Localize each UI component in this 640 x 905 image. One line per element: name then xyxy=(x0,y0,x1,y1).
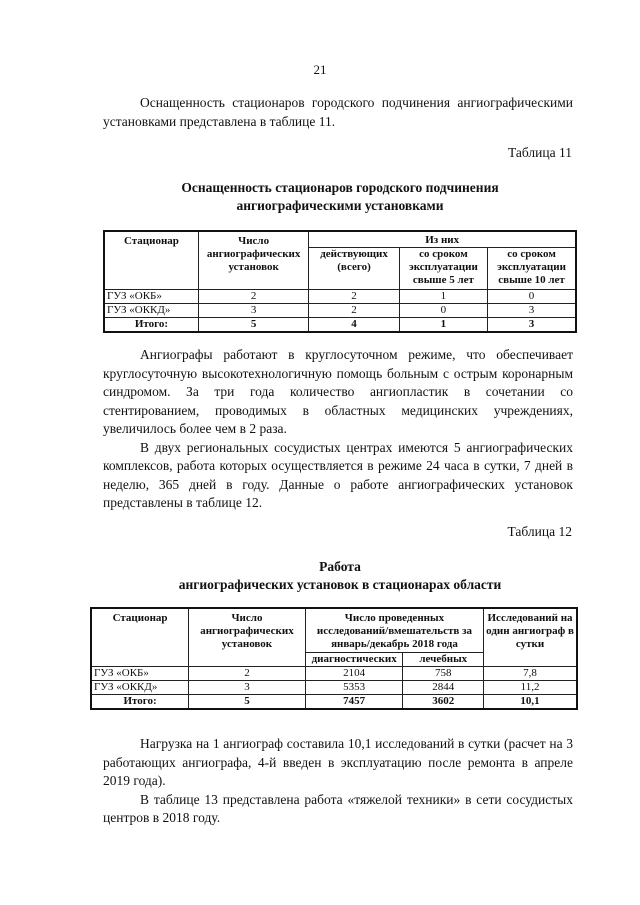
table12-title-line1: Работа xyxy=(319,559,361,574)
intro-text: Оснащенность стационаров городского подчинения ангиографическими установками представлена в таблице 11. xyxy=(103,95,573,129)
t11-row2-over5: 0 xyxy=(399,304,487,318)
t11-total-active: 4 xyxy=(309,318,399,333)
t12-total-station: Итого: xyxy=(91,695,189,710)
body-paragraphs xyxy=(103,346,573,513)
t11-header-of-them: Из них xyxy=(309,231,576,248)
t12-header-diagnostic: диагностических xyxy=(305,653,403,667)
t12-row2-per-unit: 11,2 xyxy=(484,681,577,695)
paragraph-regional-centers: В двух региональных сосудистых центрах имеются 5 ангиографических комплексов, работа которых осуществляется в режиме 24 часа в сутки, 7 дней в неделю, 365 дней в году. Данные о работе ангиографических установок представлены в таблице 12. xyxy=(103,439,573,510)
t11-row2-active: 2 xyxy=(309,304,399,318)
table12-label: Таблица 12 xyxy=(507,524,572,539)
t11-total-count: 5 xyxy=(198,318,308,333)
table-row xyxy=(91,681,577,695)
t12-total-count: 5 xyxy=(189,695,306,710)
table12 xyxy=(90,607,578,710)
t11-row2-count: 3 xyxy=(198,304,308,318)
t12-row1-station: ГУЗ «ОКБ» xyxy=(91,667,189,681)
table11-title-line1: Оснащенность стационаров городского подчинения xyxy=(181,180,499,195)
table12-title xyxy=(90,558,590,594)
t12-row1-diagnostic: 2104 xyxy=(305,667,403,681)
t11-total-over5: 1 xyxy=(399,318,487,333)
t11-row1-over10: 0 xyxy=(488,290,576,304)
page-number: 21 xyxy=(313,62,327,77)
closing-paragraphs xyxy=(103,735,573,828)
t11-row1-count: 2 xyxy=(198,290,308,304)
table-total-row xyxy=(91,695,577,710)
table-total-row xyxy=(104,318,576,333)
t11-header-count: Число ангиографических установок xyxy=(198,231,308,290)
t11-header-over5: со сроком эксплуатации свыше 5 лет xyxy=(399,248,487,290)
t12-row1-per-unit: 7,8 xyxy=(484,667,577,681)
t12-header-station: Стационар xyxy=(91,608,189,667)
t11-header-station: Стационар xyxy=(104,231,198,290)
t12-row2-count: 3 xyxy=(189,681,306,695)
t12-row2-treatment: 2844 xyxy=(403,681,484,695)
t11-header-active: действующих (всего) xyxy=(309,248,399,290)
t12-header-treatment: лечебных xyxy=(403,653,484,667)
table11 xyxy=(103,230,577,333)
t12-row2-diagnostic: 5353 xyxy=(305,681,403,695)
paragraph-load: Нагрузка на 1 ангиограф составила 10,1 исследований в сутки (расчет на 3 работающих ангиографа, 4-й введен в эксплуатацию после ремонта в апреле 2019 года). xyxy=(103,736,573,788)
t11-row1-over5: 1 xyxy=(399,290,487,304)
table12-title-line2: ангиографических установок в стационарах области xyxy=(178,577,502,592)
t12-row1-count: 2 xyxy=(189,667,306,681)
table11-title-line2: ангиографическими установками xyxy=(236,198,444,213)
t11-row2-station: ГУЗ «ОККД» xyxy=(104,304,198,318)
t12-total-treatment: 3602 xyxy=(403,695,484,710)
t12-header-per-unit: Исследований на один ангиограф в сутки xyxy=(484,608,577,667)
t11-total-station: Итого: xyxy=(104,318,198,333)
t11-row1-station: ГУЗ «ОКБ» xyxy=(104,290,198,304)
t12-total-per-unit: 10,1 xyxy=(484,695,577,710)
t12-total-diagnostic: 7457 xyxy=(305,695,403,710)
t12-header-studies: Число проведенных исследований/вмешательств за январь/декабрь 2018 года xyxy=(305,608,483,653)
table11-label: Таблица 11 xyxy=(508,145,572,160)
t11-total-over10: 3 xyxy=(488,318,576,333)
table11-title xyxy=(90,179,590,215)
t12-row2-station: ГУЗ «ОККД» xyxy=(91,681,189,695)
t11-row2-over10: 3 xyxy=(488,304,576,318)
t11-header-over10: со сроком эксплуатации свыше 10 лет xyxy=(488,248,576,290)
t12-header-count: Число ангиографических установок xyxy=(189,608,306,667)
table-row xyxy=(104,290,576,304)
t12-row1-treatment: 758 xyxy=(403,667,484,681)
paragraph-angiographs: Ангиографы работают в круглосуточном режиме, что обеспечивает круглосуточную высокотехнологичную помощь больным с острым коронарным синдромом. За три года количество ангиопластик в сочетании со стентированием, проводимых в областных медицинских учреждениях, увеличилось более чем в 2 раза. xyxy=(103,347,573,436)
paragraph-table13: В таблице 13 представлена работа «тяжелой техники» в сети сосудистых центров в 2018 году. xyxy=(103,791,573,825)
t11-row1-active: 2 xyxy=(309,290,399,304)
intro-paragraph xyxy=(103,94,573,131)
table-row xyxy=(104,304,576,318)
table-row xyxy=(91,667,577,681)
